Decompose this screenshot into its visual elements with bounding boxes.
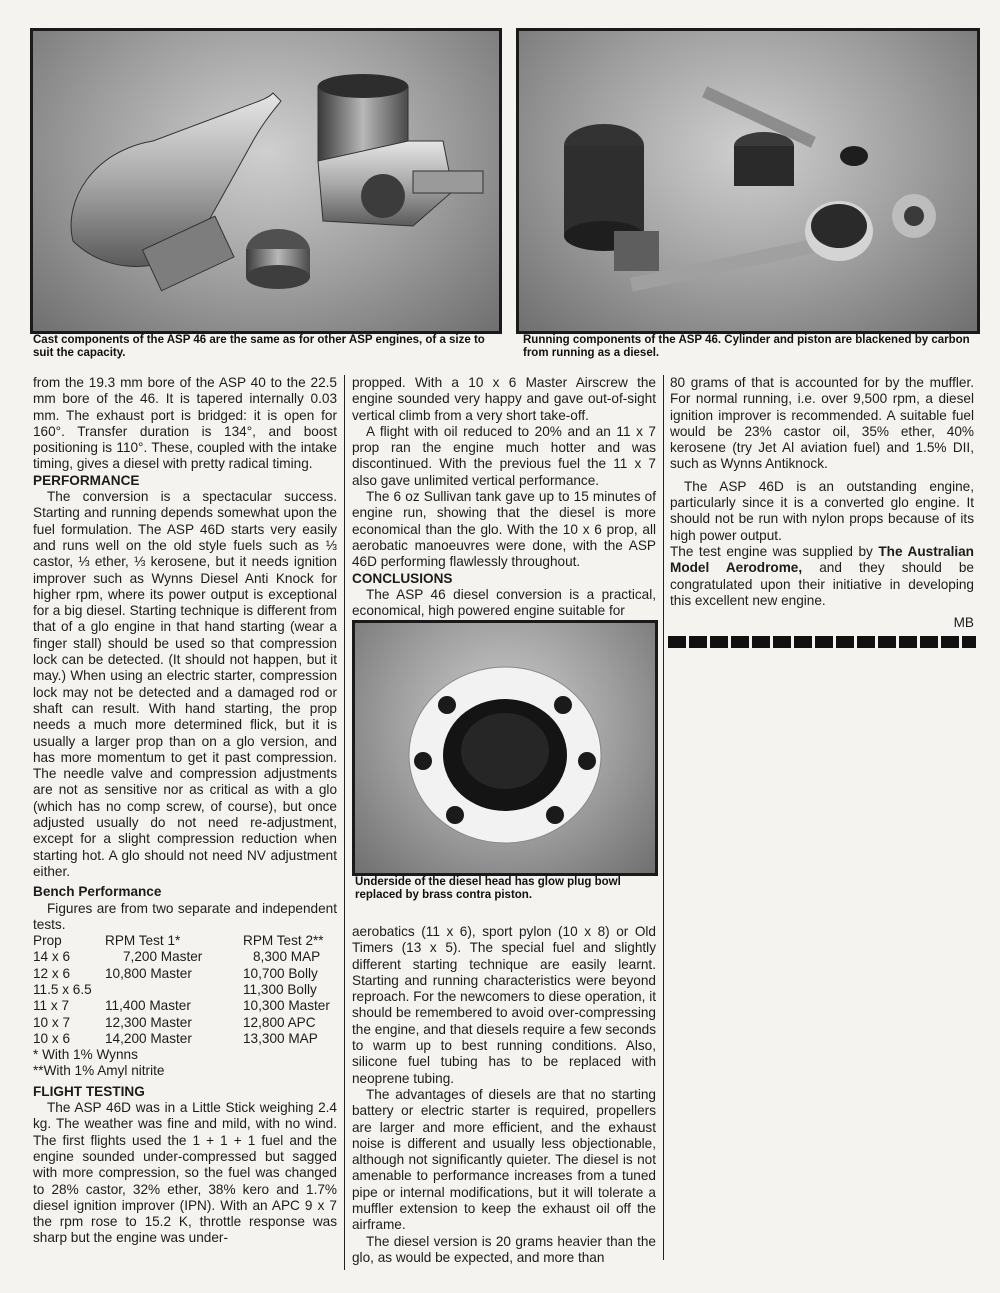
col2-paragraph-3: The 6 oz Sullivan tank gave up to 15 minutes of engine run, showing that the diesel is more economical than the glo. With the 10 x 6 prop, all aerobatic manoeuvres were done, with the ASP 46D performing flawlessly throughout. [352, 489, 656, 570]
col3-paragraph-1: 80 grams of that is accounted for by the muffler. For normal running, i.e. over 9,500 rpm, a diesel ignition improver is recommended. A suitable fuel would be 23% castor oil, 35% ether, 40% kerosene (try Jet Al aviation fuel) and 1.5% DII, such as Wynns Antiknock. [670, 375, 974, 472]
flight-paragraph: The ASP 46D was in a Little Stick weighing 2.4 kg. The weather was fine and mild, with no wind. The first flights used the 1 + 1 + 1 fuel and the engine sounded under-compressed but sagged with more compression, so the fuel was changed to 28% castor, 32% ether, 38% kero and 1.7% diesel ignition improver (IPN). With an APC 9 x 7 the rpm rose to 15.2 K, throttle response was sharp but the engine was under- [33, 1100, 337, 1246]
table-row: 11 x 7 11,400 Master 10,300 Master [33, 998, 330, 1014]
footnote-wynns: * With 1% Wynns [33, 1047, 138, 1063]
photo-diesel-head [352, 620, 658, 876]
column-3 [670, 375, 974, 631]
col2-paragraph-7: The diesel version is 20 grams heavier than the glo, as would be expected, and more than [352, 1233, 656, 1265]
photo-cast-components [30, 28, 502, 334]
bench-table [33, 933, 330, 1047]
caption-cast-components: Cast components of the ASP 46 are the same as for other ASP engines, of a size to suit the capacity. [33, 334, 485, 359]
footnote-amyl: **With 1% Amyl nitrite [33, 1063, 165, 1079]
table-row: 12 x 6 10,800 Master 10,700 Bolly [33, 965, 318, 981]
col3-paragraph-3: The test engine was supplied by The Australian Model Aerodrome, and they should be congratulated upon their initiative in developing this excellent new engine. [670, 543, 974, 608]
heading-conclusions: CONCLUSIONS [352, 570, 453, 586]
table-row: 10 x 7 12,300 Master 12,800 APC [33, 1014, 316, 1030]
column-2-bottom [352, 924, 656, 1266]
bench-intro: Figures are from two separate and independent tests. [33, 900, 337, 932]
table-row: 14 x 6 7,200 Master 8,300 MAP [33, 949, 321, 965]
col3-paragraph-2: The ASP 46D is an outstanding engine, particularly since it is a converted glo engine. It should not be run with nylon props because of its high power output. [670, 478, 974, 543]
caption-diesel-head: Underside of the diesel head has glow plug bowl replaced by brass contra piston. [355, 876, 621, 901]
table-row: 11.5 x 6.5 11,300 Bolly [33, 981, 317, 997]
col2-paragraph-2: A flight with oil reduced to 20% and an 11 x 7 prop ran the engine much hotter and was discontinued. With the previous fuel the 11 x 7 also gave unlimited vertical performance. [352, 423, 656, 488]
author-initials: MB [953, 615, 974, 631]
end-of-article-bar [668, 636, 976, 648]
column-divider-1 [344, 375, 345, 1270]
table-row: 10 x 6 14,200 Master 13,300 MAP [33, 1030, 318, 1046]
heading-flight-testing: FLIGHT TESTING [33, 1083, 145, 1099]
heading-performance: PERFORMANCE [33, 472, 140, 488]
intro-paragraph: from the 19.3 mm bore of the ASP 40 to the 22.5 mm bore of the 46. It is tapered internally 0.03 mm. The exhaust port is bridged: it is open for 160°. Transfer duration is 134°, and boost positioning is 110°. These, coupled with the intake timing, gives a diesel with pretty radical timing. [33, 375, 337, 472]
column-2-top [352, 375, 656, 619]
column-divider-2 [663, 375, 664, 1260]
caption-running-components: Running components of the ASP 46. Cylinder and piston are blackened by carbon from running as a diesel. [523, 334, 970, 359]
performance-paragraph: The conversion is a spectacular success. Starting and running depends somewhat upon the fuel formulation. The ASP 46D starts very easily and runs well on the old style fuels such as ⅓ castor, ⅓ ether, ⅓ kerosene, but it needs ignition improver such as Wynns Diesel Anti Knock for higher rpm, where its power output is exceptional for a big diesel. Starting technique is different from that of a glo engine in that hand starting (wear a finger stall) should be used so that compression lock can be detected. (It should not happen, but it may.) When using an electric starter, compression lock may not be detected and a damaged rod or shaft can result. With hand starting, the prop needs a much more determined flick, but it is usually a larger prop than on a glo version, and has more momentum to get it past compression. The needle valve and compression adjustments are not as sensitive nor as critical as with a glo (which has no comp screw, of course), but once adjusted usually do not need re-adjustment, except for a slight compression reduction when starting hot. A glo should not need NV adjustment either. [33, 489, 337, 879]
col2-paragraph-6: The advantages of diesels are that no starting battery or electric starter is required, propellers are larger and more efficient, and the exhaust noise is different and usually less objectionable, although not significantly quieter. The diesel is not amenable to performance increases from a tuned pipe or internal modifications, but it will tolerate a muffler extension to keep the exhaust oil off the airframe. [352, 1086, 656, 1233]
col2-paragraph-1: propped. With a 10 x 6 Master Airscrew the engine sounded very happy and gave out-of-sight vertical climb from a very short take-off. [352, 375, 656, 423]
column-1 [33, 375, 337, 1247]
col2-paragraph-4: The ASP 46 diesel conversion is a practical, economical, high powered engine suitable for [352, 586, 656, 619]
col2-paragraph-5: aerobatics (11 x 6), sport pylon (10 x 8) or Old Timers (13 x 5). The special fuel and slightly different starting technique are easily learnt. Starting and running characteristics were beyond reproach. For the newcomers to diese operation, it should be remembered to avoid over-compressing the engine, and that diesels require a few seconds to warm up to best running conditions. Also, silicone fuel tubing has to be replaced with neoprene tubing. [352, 924, 656, 1086]
photo-running-components [516, 28, 980, 334]
supplier-name: The Australian Model Aerodrome, [670, 543, 974, 576]
heading-bench-performance: Bench Performance [33, 884, 162, 900]
bench-header-row: Prop RPM Test 1* RPM Test 2** [33, 933, 324, 949]
